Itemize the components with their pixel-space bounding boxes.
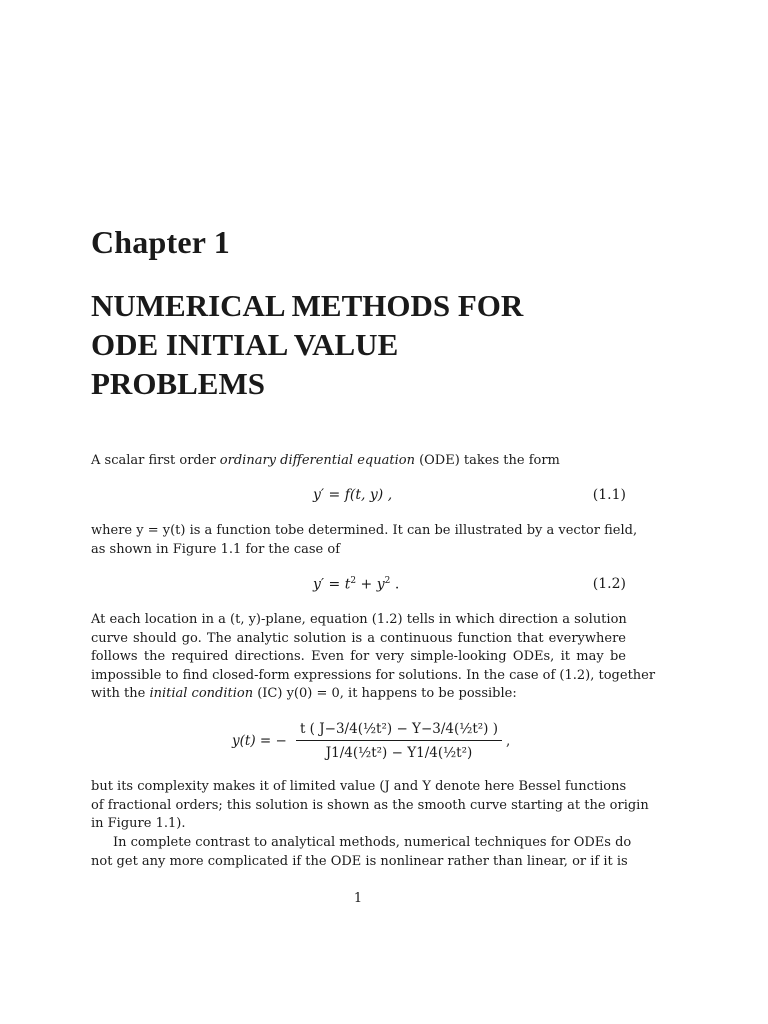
equation-text: .	[390, 576, 400, 593]
chapter-title-line: ODE INITIAL VALUE	[91, 327, 399, 362]
equation-text: y′ = f(t, y) ,	[313, 487, 393, 503]
text-run: with the	[91, 686, 150, 702]
text-run: (IC) y(0) = 0, it happens to be possible:	[253, 686, 517, 702]
fraction-bar	[296, 740, 502, 741]
equation-body	[313, 576, 399, 593]
formula-text: y(t) = −	[232, 733, 287, 749]
paragraph-line	[91, 452, 626, 471]
equation-body	[313, 487, 392, 503]
paragraph-line: At each location in a (t, y)-plane, equation (1.2) tells in which direction a solution	[91, 612, 627, 627]
formula-denominator: J1/4(½t²) − Y1/4(½t²)	[325, 745, 473, 761]
page-number: 1	[353, 891, 363, 906]
formula-lhs	[232, 733, 287, 749]
formula-numerator: t ( J−3/4(½t²) − Y−3/4(½t²) )	[299, 721, 499, 737]
paragraph-line: where y = y(t) is a function tobe determined. It can be illustrated by a vector field,	[91, 523, 638, 538]
formula-fraction	[296, 719, 502, 763]
equation-number: (1.2)	[592, 576, 626, 592]
paragraph-line: impossible to find closed-form expressions for solutions. In the case of (1.2), together	[91, 667, 656, 683]
paragraph-3	[91, 611, 656, 704]
paragraph-line: In complete contrast to analytical methods, numerical techniques for ODEs do	[113, 835, 632, 850]
paragraph-line: follows the required directions. Even for very simple-looking ODEs, it may be	[91, 649, 626, 665]
paragraph-line: as shown in Figure 1.1 for the case of	[91, 541, 341, 557]
intro-paragraph	[91, 452, 626, 471]
equation-text: y′ = t	[313, 576, 351, 593]
paragraph-line: curve should go. The analytic solution is a continuous function that everywhere	[91, 630, 626, 646]
chapter-title-line: PROBLEMS	[91, 366, 265, 401]
paragraph-5	[91, 834, 632, 871]
chapter-title	[91, 286, 651, 403]
chapter-label: Chapter 1	[91, 224, 230, 260]
emphasized-term: ordinary differential equation	[219, 453, 415, 468]
paragraph-line: not get any more complicated if the ODE is nonlinear rather than linear, or if it is	[91, 853, 628, 869]
paragraph-line	[91, 685, 626, 704]
equation-text: + y	[356, 576, 385, 593]
chapter-title-line: NUMERICAL METHODS FOR	[91, 288, 524, 323]
bessel-solution-formula	[232, 719, 532, 769]
paragraph-4	[91, 778, 649, 834]
emphasized-term: initial condition	[149, 686, 254, 702]
equation-superscript: 2	[384, 576, 391, 586]
equation-1-1	[91, 487, 626, 509]
text-run: A scalar first order	[91, 453, 220, 468]
equation-number: (1.1)	[592, 487, 626, 503]
text-run: (ODE) takes the form	[414, 453, 560, 468]
equation-superscript: 2	[350, 576, 357, 586]
paragraph-line: of fractional orders; this solution is shown as the smooth curve starting at the origin	[91, 797, 649, 813]
equation-1-2	[91, 576, 626, 598]
paragraph-line: but its complexity makes it of limited value (J and Y denote here Bessel functions	[91, 779, 627, 794]
paragraph-2	[91, 522, 638, 559]
formula-tail: ,	[506, 733, 511, 749]
paragraph-line: in Figure 1.1).	[91, 816, 186, 832]
